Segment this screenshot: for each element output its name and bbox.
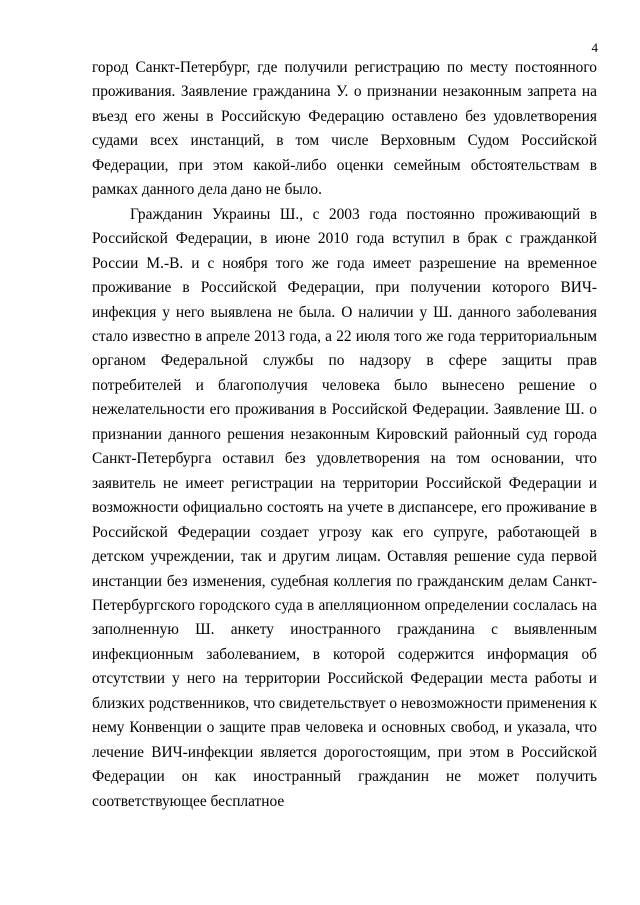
document-body bbox=[92, 56, 597, 814]
paragraph-1: город Санкт-Петербург, где получили регистрацию по месту постоянного проживания. Заявление гражданина У. о признании незаконным запрета на въезд его жены в Российскую Федерацию оставлено без удовлетворения судами всех инстанций, в том числе Верховным Судом Российской Федерации, при этом какой-либо оценки семейным обстоятельствам в рамках данного дела дано не было. bbox=[92, 59, 597, 199]
paragraph-2: Гражданин Украины Ш., с 2003 года постоянно проживающий в Российской Федерации, в июне 2010 года вступил в брак с гражданкой России М.-В. и с ноября того же года имеет разрешение на временное проживание в Российской Федерации, при получении которого ВИЧ-инфекция у него выявлена не была. О наличии у Ш. данного заболевания стало известно в апреле 2013 года, а 22 июля того же года территориальным органом Федеральной службы по надзору в сфере защиты прав потребителей и благополучия человека было вынесено решение о нежелательности его проживания в Российской Федерации. Заявление Ш. о признании данного решения незаконным Кировский районный суд города Санкт-Петербурга оставил без удовлетворения на том основании, что заявитель не имеет регистрации на территории Российской Федерации и возможности официально состоять на учете в диспансере, его проживание в Российской Федерации создает угрозу как его супруге, работающей в детском учреждении, так и другим лицам. Оставляя решение суда первой инстанции без изменения, судебная коллегия по гражданским делам Санкт-Петербургского городского суда в апелляционном определении сослалась на заполненную Ш. анкету иностранного гражданина с выявленным инфекционным заболеванием, в которой содержится информация об отсутствии у него на территории Российской Федерации места работы и близких родственников, что свидетельствует о невозможности применения к нему Конвенции о защите прав человека и основных свобод, и указала, что лечение ВИЧ-инфекции является дорогостоящим, при этом в Российской Федерации он как иностранный гражданин не может получить соответствующее бесплатное bbox=[92, 205, 598, 810]
page-number: 4 bbox=[591, 40, 598, 55]
